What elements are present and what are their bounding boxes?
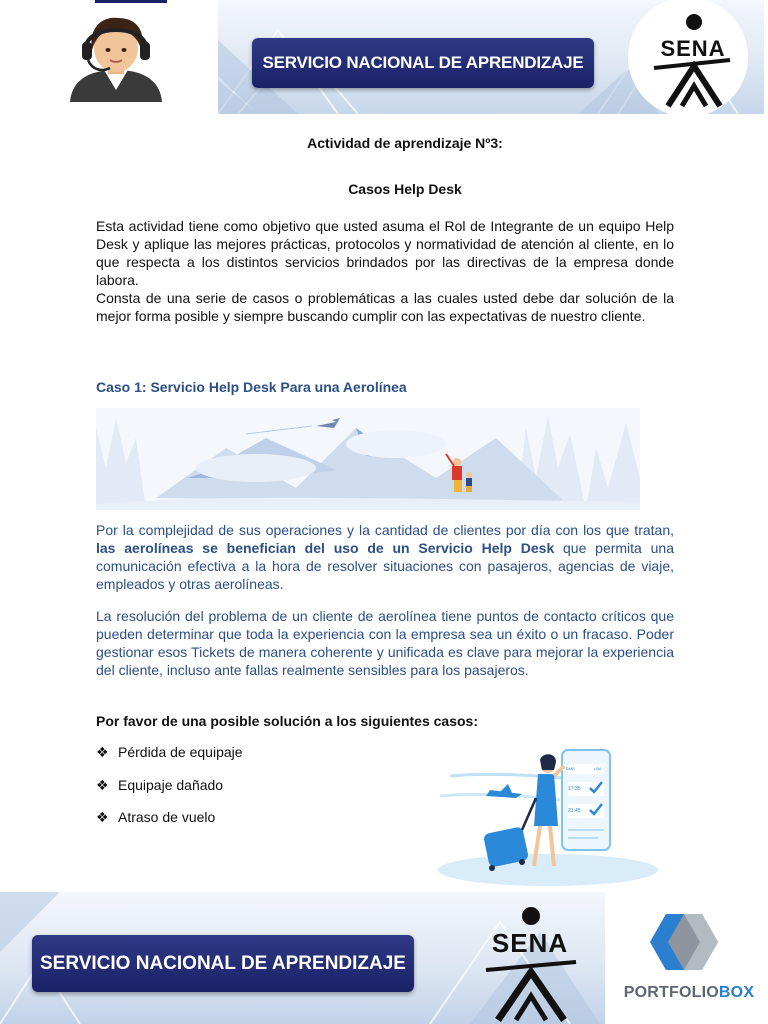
case-list-item [96, 776, 223, 794]
footer-logo-text: SENA [491, 928, 569, 958]
portfoliobox-logo-icon [648, 910, 720, 974]
case-list-item [96, 808, 215, 826]
case-paragraph-2: La resolución del problema de un cliente de aerolínea tiene puntos de contacto críticos que pueden determinar que toda la experiencia con la empresa sea un éxito o un fracaso. Poder gestionar esos Tickets de manera coherente y unificada es clave para mejorar la experiencia del cliente, incluso ante fallas realmente sensibles para los pasajeros. [96, 608, 674, 678]
header-logo-text: SENA [660, 36, 726, 61]
top-accent-line [95, 0, 167, 3]
case-paragraph-1-start: Por la complejidad de sus operaciones y la cantidad de clientes por día con los que tratan, [96, 522, 674, 538]
intro-paragraph-2: Consta de una serie de casos o problemáticas a las cuales usted debe dar solución de la mejor forma posible y siempre buscando cumplir con las expectativas de nuestro cliente. [96, 290, 674, 324]
traveler-phone-illustration [430, 736, 666, 888]
request-line: Por favor de una posible solución a los siguientes casos: [96, 713, 478, 729]
phone-route-from: DME [566, 766, 575, 771]
case-list-item-label: Pérdida de equipaje [118, 744, 243, 760]
diamond-bullet-icon: ❖ [96, 809, 109, 825]
case-title: Caso 1: Servicio Help Desk Para una Aerolínea [96, 379, 407, 395]
case-paragraph-1-highlight: las aerolíneas se benefician del uso de un Servicio Help Desk [96, 540, 555, 556]
diamond-bullet-icon: ❖ [96, 777, 109, 793]
portfoliobox-wordmark [610, 984, 768, 1002]
phone-time-1: 17:35 [568, 786, 581, 792]
case-list-item-label: Atraso de vuelo [118, 809, 216, 825]
document-subtitle: Casos Help Desk [348, 181, 462, 197]
header-title: SERVICIO NACIONAL DE APRENDIZAJE [262, 53, 584, 72]
portfoliobox-prefix: PORTFOLIO [623, 984, 719, 1001]
activity-title: Actividad de aprendizaje Nº3: [307, 135, 503, 151]
case-list-item-label: Equipaje dañado [118, 777, 224, 793]
diamond-bullet-icon: ❖ [96, 744, 109, 760]
phone-route-to: LBA [594, 766, 602, 771]
portfoliobox-suffix: BOX [718, 984, 755, 1001]
case-list-item [96, 743, 243, 761]
phone-time-2: 21:45 [568, 808, 581, 814]
call-center-agent-icon [62, 14, 170, 102]
case-paragraph-1 [96, 521, 674, 593]
footer-title: SERVICIO NACIONAL DE APRENDIZAJE [40, 953, 406, 974]
footer-sena-logo-icon [476, 900, 586, 1024]
case-paragraph-1-end: que permita una comunicación efectiva a la hora de resolver situaciones con pasajeros, agencias de viaje, empleados y otras aerolíneas. [96, 540, 674, 592]
intro-paragraph-1: Esta actividad tiene como objetivo que usted asuma el Rol de Integrante de un equipo Help Desk y aplique las mejores prácticas, protocolos y normatividad de atención al cliente, en lo que respecta a los distintos servicios brindados por las directivas de la empresa donde labora. [96, 218, 674, 288]
travel-landscape-illustration [96, 408, 640, 510]
